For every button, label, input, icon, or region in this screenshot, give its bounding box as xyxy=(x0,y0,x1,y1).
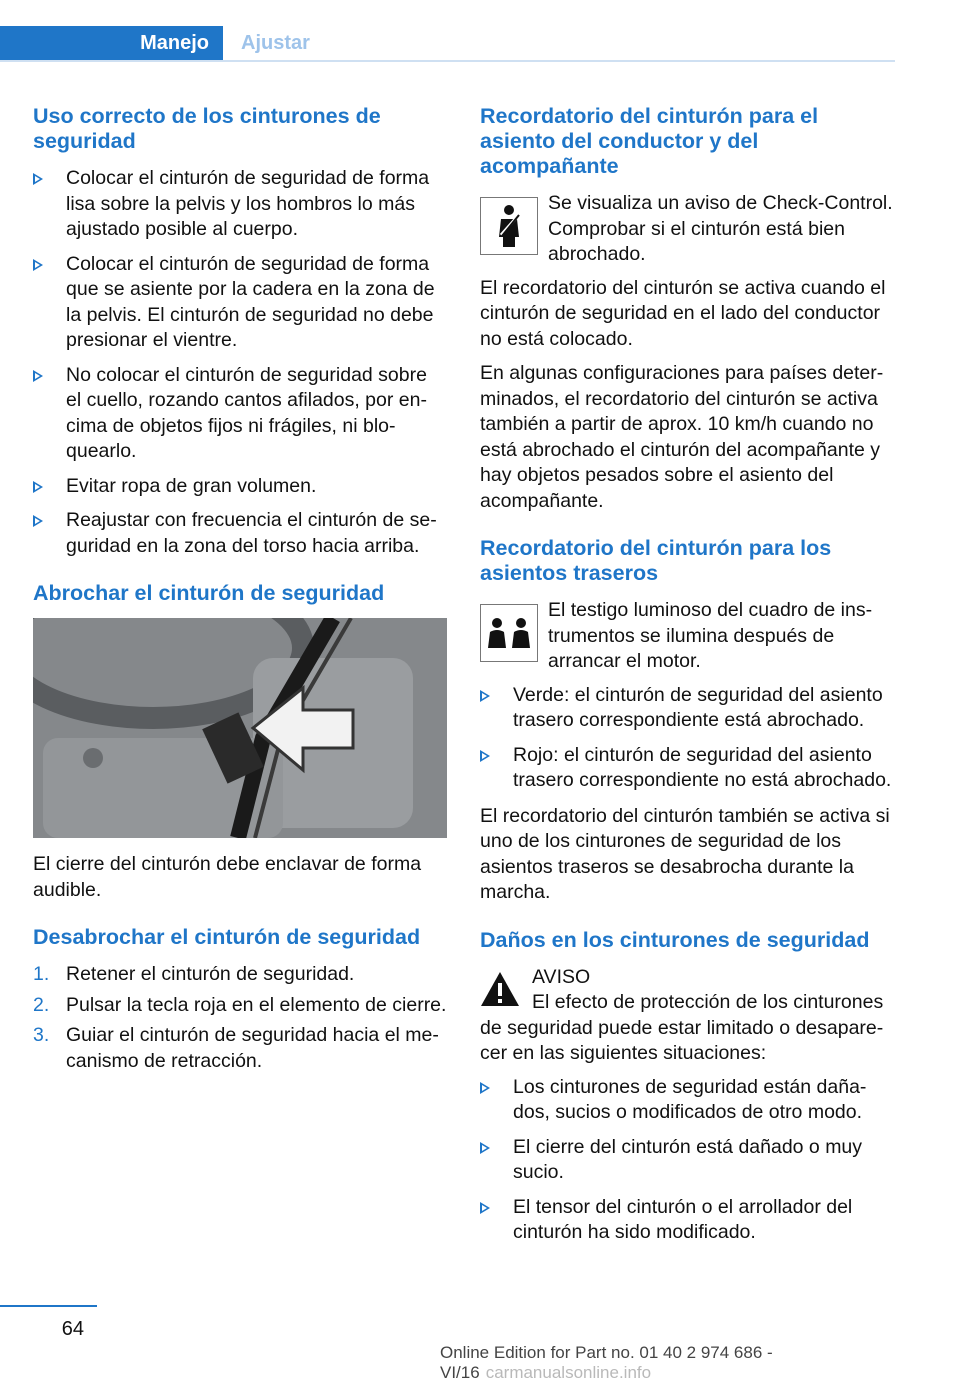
triangle-bullet-icon xyxy=(480,750,490,762)
triangle-bullet-icon xyxy=(480,1142,490,1154)
tab-manejo[interactable]: Manejo xyxy=(0,26,223,60)
seatbelt-photo xyxy=(33,618,447,838)
list-item: 3. Guiar el cinturón de seguridad hacia el mecanismo de retracción. xyxy=(33,1024,439,1072)
triangle-bullet-icon xyxy=(33,173,43,185)
heading-fasten: Abrochar el cinturón de seguridad xyxy=(33,581,385,605)
front-paragraph-1: El recordatorio del cinturón se activa cuando el cinturón de seguridad en el lado del conductor no está colocado. xyxy=(480,276,886,350)
rear-reminder-block xyxy=(480,598,896,675)
front-paragraph-2: En algunas configuraciones para países determinados, el recordatorio del cinturón se activa también a partir de aprox. 10 km/h cuando no está abrochado el cinturón del acompañante y hay objetos pesados sobre el asiento del acompañante. xyxy=(480,362,884,512)
list-item: 2. Pulsar la tecla roja en el elemento de cierre. xyxy=(33,993,447,1016)
page-number-rule xyxy=(0,1305,97,1307)
list-item: El cierre del cinturón está dañado o muy sucio. xyxy=(480,1135,896,1186)
list-item: Rojo: el cinturón de seguridad del asiento trasero correspondiente no está abrochado. xyxy=(480,743,896,794)
usage-list xyxy=(33,166,447,559)
damage-list xyxy=(480,1075,896,1246)
triangle-bullet-icon xyxy=(33,370,43,382)
list-item: No colocar el cinturón de seguridad sobre el cuello, rozando cantos afilados, por encima de objetos fijos ni frágiles, ni bloquearlo. xyxy=(33,363,447,465)
edition-text: Online Edition for Part no. 01 40 2 974 686 - VI/16 xyxy=(440,1343,773,1382)
front-reminder-block xyxy=(480,191,896,268)
front-icon-text: Se visualiza un aviso de Check-Control. Comprobar si el cinturón está bien abrochado. xyxy=(548,192,893,265)
list-item: Verde: el cinturón de seguridad del asiento trasero correspondiente está abrochado. xyxy=(480,683,896,734)
heading-rear-reminder: Recordatorio del cinturón para los asientos traseros xyxy=(480,536,832,585)
rear-paragraph: El recordatorio del cinturón también se activa si uno de los cinturones de seguridad de los asientos traseros se desabrocha durante la marcha. xyxy=(480,804,890,903)
watermark-text: carmanualsonline.info xyxy=(485,1363,652,1382)
triangle-bullet-icon xyxy=(480,1202,490,1214)
header-divider xyxy=(0,60,895,62)
heading-front-reminder: Recordatorio del cinturón para el asiento del conductor y del acompañante xyxy=(480,104,819,178)
triangle-bullet-icon xyxy=(480,1082,490,1094)
rear-icon-text: El testigo luminoso del cuadro de instrumentos se ilumina después de arrancar el motor. xyxy=(548,599,873,672)
list-item: Reajustar con frecuencia el cinturón de seguridad en la zona del torso hacia arriba. xyxy=(33,508,447,559)
seatbelt-icon xyxy=(480,197,538,255)
fasten-text: El cierre del cinturón debe enclavar de forma audible. xyxy=(33,853,422,901)
triangle-bullet-icon xyxy=(33,481,43,493)
list-item: Colocar el cinturón de seguridad de forma que se asiente por la cadera en la zona de la pelvis. El cinturón de seguridad no debe presionar el vientre. xyxy=(33,252,447,354)
list-item: Los cinturones de seguridad están dañados, sucios o modificados de otro modo. xyxy=(480,1075,896,1126)
warning-title: AVISO xyxy=(532,965,591,988)
heading-damage: Daños en los cinturones de seguridad xyxy=(480,927,870,952)
list-item: Colocar el cinturón de seguridad de forma lisa sobre la pelvis y los hombros lo más ajustado posible al cuerpo. xyxy=(33,166,447,243)
triangle-bullet-icon xyxy=(480,690,490,702)
tab-ajustar[interactable]: Ajustar xyxy=(241,31,310,54)
list-item: Evitar ropa de gran volumen. xyxy=(33,474,447,500)
right-column xyxy=(480,104,896,1256)
rear-passengers-icon xyxy=(480,604,538,662)
warning-icon xyxy=(480,971,520,1007)
warning-block xyxy=(480,965,896,1067)
unfasten-steps xyxy=(33,962,447,1074)
footer-edition xyxy=(440,1343,960,1383)
rear-list xyxy=(480,683,896,794)
warning-text: El efecto de protección de los cinturones de seguridad puede estar limitado o desaparecer en las siguientes situaciones: xyxy=(480,991,884,1064)
list-item: 1. Retener el cinturón de seguridad. xyxy=(33,963,355,985)
list-item: El tensor del cinturón o el arrollador del cinturón ha sido modificado. xyxy=(480,1195,896,1246)
left-column xyxy=(33,104,447,1084)
heading-correct-use: Uso correcto de los cinturones de seguridad xyxy=(33,104,381,153)
triangle-bullet-icon xyxy=(33,259,43,271)
page-number: 64 xyxy=(61,1318,84,1340)
triangle-bullet-icon xyxy=(33,515,43,527)
header-tabs xyxy=(0,26,895,62)
heading-unfasten: Desabrochar el cinturón de seguridad xyxy=(33,925,421,949)
